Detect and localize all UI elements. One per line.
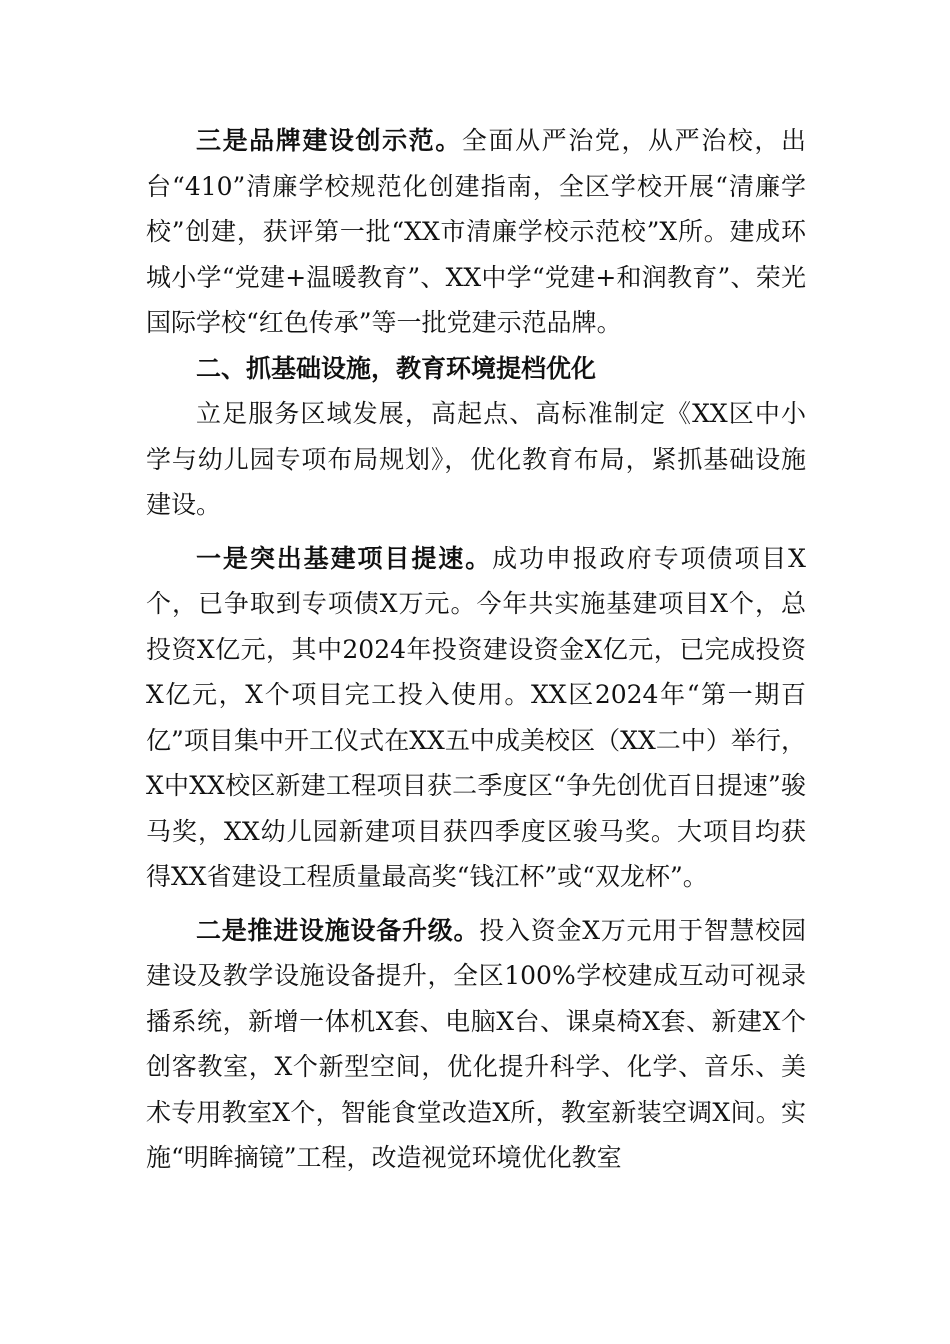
paragraph-lead: 一是突出基建项目提速。	[196, 543, 493, 573]
paragraph-equipment-upgrade	[146, 908, 806, 1181]
paragraph-brand-building	[146, 118, 806, 346]
paragraph-lead: 二是推进设施设备升级。	[196, 915, 480, 945]
paragraph-body: 投入资金X万元用于智慧校园建设及教学设施设备提升，全区100%学校建成互动可视录播系统，新增一体机X套、电脑X台、课桌椅X套、新建X个创客教室，X个新型空间，优化提升科学、化学、音乐、美术专用教室X个，智能食堂改造X所，教室新装空调X间。实施“明眸摘镜”工程，改造视觉环境优化教室	[146, 915, 806, 1172]
paragraph-lead: 三是品牌建设创示范。	[196, 126, 462, 155]
document-page	[146, 118, 806, 1181]
paragraph-body: 全面从严治党，从严治校，出台“410”清廉学校规范化创建指南，全区学校开展“清廉学校”创建，获评第一批“XX市清廉学校示范校”X所。建成环城小学“党建+温暖教育”、XX中学“党建+和润教育”、荣光国际学校“红色传承”等一批党建示范品牌。	[146, 126, 806, 337]
section-heading-infrastructure: 二、抓基础设施，教育环境提档优化	[196, 353, 597, 383]
paragraph-construction-projects	[146, 536, 806, 900]
paragraph-body: 成功申报政府专项债项目X个，已争取到专项债X万元。今年共实施基建项目X个，总投资X亿元，其中2024年投资建设资金X亿元，已完成投资X亿元，X个项目完工投入使用。XX区2024年“第一期百亿”项目集中开工仪式在XX五中成美校区（XX二中）举行，X中XX校区新建工程项目获二季度区“争先创优百日提速”骏马奖，XX幼儿园新建项目获四季度区骏马奖。大项目均获得XX省建设工程质量最高奖“钱江杯”或“双龙杯”。	[146, 543, 806, 891]
paragraph-infrastructure-intro	[146, 391, 806, 528]
paragraph-body: 立足服务区域发展，高起点、高标准制定《XX区中小学与幼儿园专项布局规划》，优化教育布局，紧抓基础设施建设。	[146, 399, 806, 519]
